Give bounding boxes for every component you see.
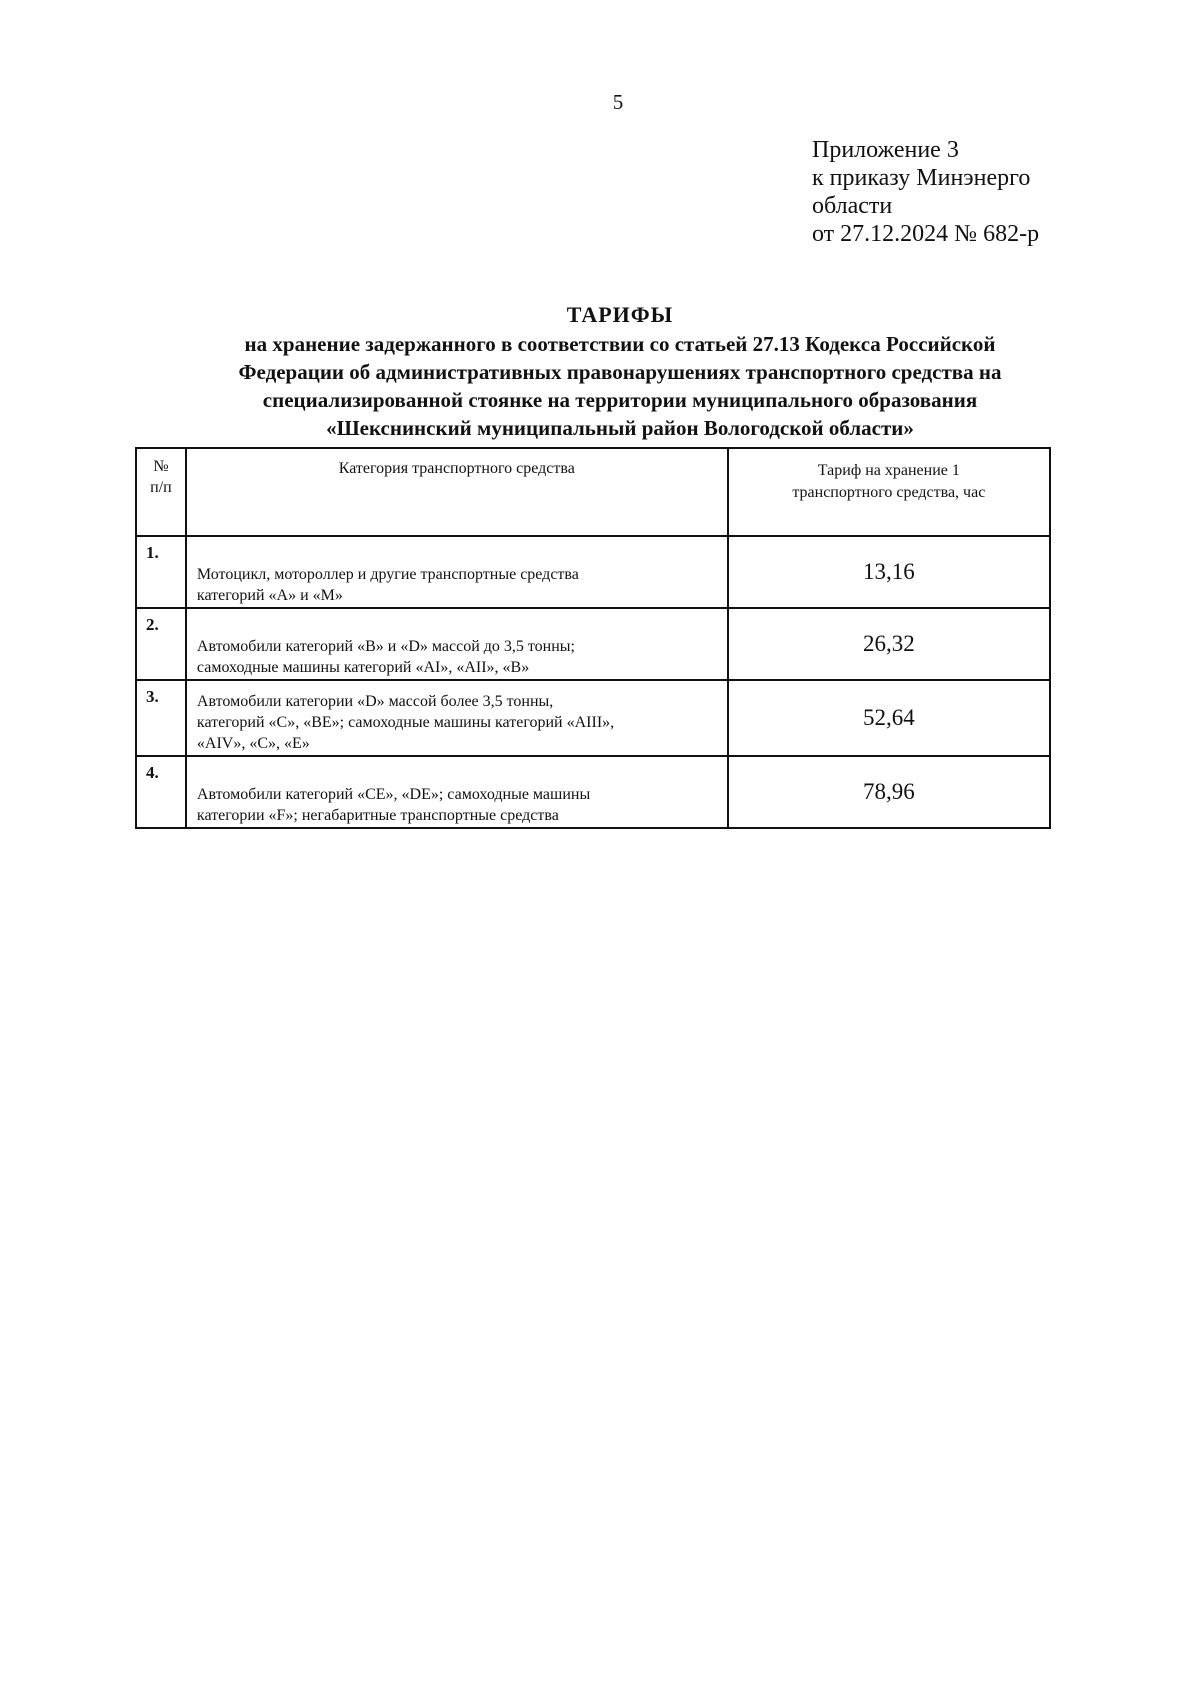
table-row bbox=[136, 536, 1050, 608]
subtitle-line: специализированной стоянке на территории муниципального образования bbox=[262, 388, 978, 412]
category-line: Автомобили категории «D» массой более 3,5 тонны, bbox=[196, 693, 554, 710]
appendix-note bbox=[812, 136, 1039, 248]
row-tariff: 52,64 bbox=[728, 680, 1050, 756]
header-number-label: п/п bbox=[150, 479, 172, 496]
header-number bbox=[136, 448, 186, 536]
table-row bbox=[136, 756, 1050, 828]
header-category: Категория транспортного средства bbox=[186, 448, 728, 536]
appendix-line: от 27.12.2024 № 682-р bbox=[812, 221, 1040, 247]
category-line: самоходные машины категорий «AI», «AII», «В» bbox=[196, 659, 530, 676]
appendix-line: к приказу Минэнерго bbox=[812, 165, 1031, 191]
row-category bbox=[186, 680, 728, 756]
category-line: Автомобили категорий «СЕ», «DE»; самоходные машины bbox=[196, 786, 591, 803]
header-tariff-line: транспортного средства, час bbox=[792, 484, 986, 501]
row-number: 4. bbox=[136, 756, 186, 828]
header-tariff bbox=[728, 448, 1050, 536]
page-number: 5 bbox=[612, 90, 624, 114]
table-header-row bbox=[136, 448, 1050, 536]
table-row bbox=[136, 608, 1050, 680]
title-main: ТАРИФЫ bbox=[566, 302, 674, 327]
header-tariff-line: Тариф на хранение 1 bbox=[817, 462, 960, 479]
row-category bbox=[186, 756, 728, 828]
row-category bbox=[186, 608, 728, 680]
row-number: 2. bbox=[136, 608, 186, 680]
subtitle-line: «Шекснинский муниципальный район Вологодской области» bbox=[326, 416, 914, 440]
document-title bbox=[135, 300, 1105, 442]
table-row bbox=[136, 680, 1050, 756]
row-tariff: 26,32 bbox=[728, 608, 1050, 680]
appendix-line: области bbox=[812, 193, 893, 219]
header-number-symbol: № bbox=[153, 458, 169, 475]
subtitle-line: Федерации об административных правонарушениях транспортного средства на bbox=[238, 360, 1002, 384]
row-tariff: 13,16 bbox=[728, 536, 1050, 608]
title-subtitle bbox=[135, 330, 1105, 442]
tariffs-table bbox=[135, 447, 1051, 829]
category-line: «AIV», «С», «Е» bbox=[196, 735, 310, 752]
category-line: Мотоцикл, мотороллер и другие транспортные средства bbox=[196, 566, 579, 583]
category-line: категории «F»; негабаритные транспортные средства bbox=[196, 807, 559, 824]
category-line: категорий «С», «ВЕ»; самоходные машины категорий «AIII», bbox=[196, 714, 615, 731]
row-category bbox=[186, 536, 728, 608]
row-tariff: 78,96 bbox=[728, 756, 1050, 828]
row-number: 1. bbox=[136, 536, 186, 608]
category-line: категорий «А» и «М» bbox=[196, 587, 343, 604]
subtitle-line: на хранение задержанного в соответствии со статьей 27.13 Кодекса Российской bbox=[244, 332, 996, 356]
category-line: Автомобили категорий «В» и «D» массой до 3,5 тонны; bbox=[196, 638, 575, 655]
appendix-line: Приложение 3 bbox=[812, 137, 959, 163]
row-number: 3. bbox=[136, 680, 186, 756]
